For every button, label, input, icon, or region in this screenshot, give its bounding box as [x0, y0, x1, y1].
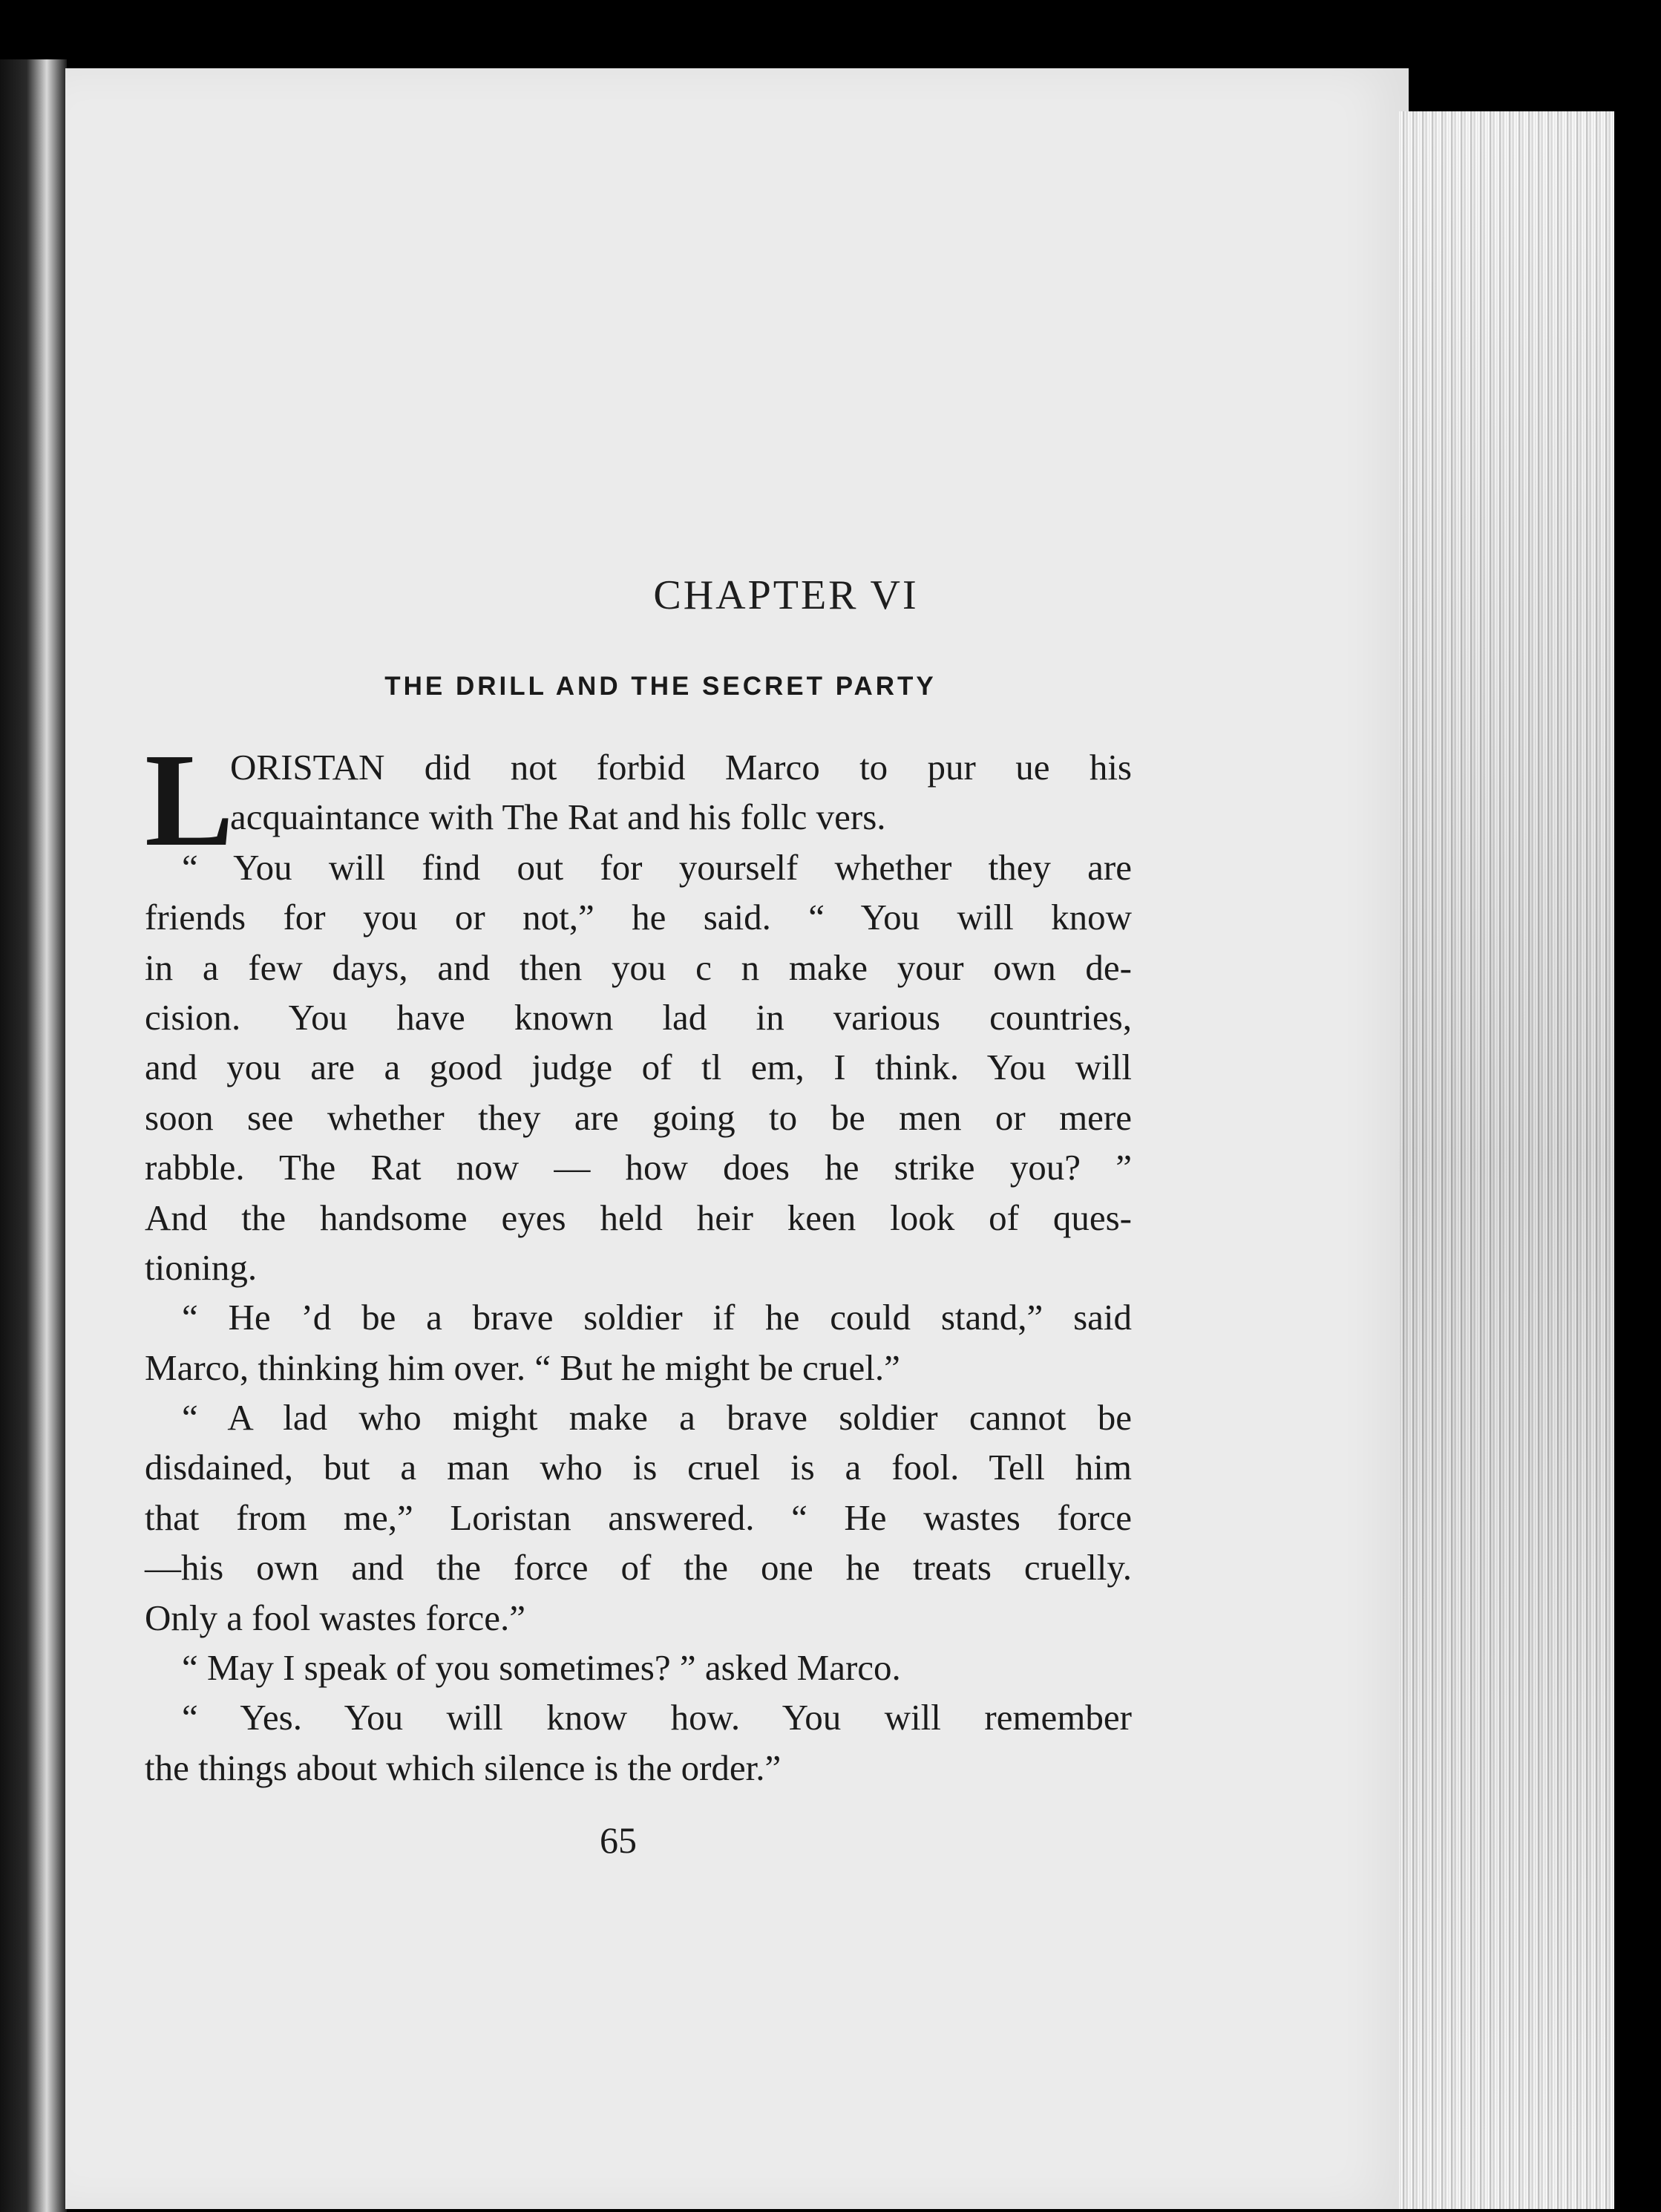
text-line: in a few days, and then you c n make your own de-: [145, 946, 1132, 988]
text-line: and you are a good judge of tl em, I think. You will: [145, 1047, 1132, 1088]
text-line: disdained, but a man who is cruel is a fool. Tell him: [145, 1447, 1132, 1488]
text-line: ORISTAN did not forbid Marco to pur ue his: [230, 747, 1132, 788]
left-page-edge: [0, 59, 67, 2212]
body-text: [145, 726, 1132, 1793]
chapter-title: CHAPTER VI: [653, 572, 919, 618]
text-line: Only a fool wastes force.”: [145, 1597, 525, 1638]
text-line: friends for you or not,” he said. “ You will know: [145, 897, 1132, 938]
text-line: “ May I speak of you sometimes? ” asked Marco.: [182, 1647, 901, 1689]
text-line: rabble. The Rat now — how does he strike you? ”: [145, 1147, 1132, 1188]
text-line: “ You will find out for yourself whether they are: [182, 846, 1132, 888]
book-cover-edge: [1614, 111, 1661, 2209]
page-stack-edges: [1399, 111, 1614, 2209]
text-line: tioning.: [145, 1246, 258, 1288]
text-line: —his own and the force of the one he treats cruelly.: [145, 1547, 1132, 1588]
text-line: soon see whether they are going to be men or mere: [145, 1096, 1132, 1138]
text-line: acquaintance with The Rat and his follc vers.: [230, 796, 886, 838]
chapter-subtitle: THE DRILL AND THE SECRET PARTY: [384, 672, 937, 701]
text-line: that from me,” Loristan answered. “ He wastes force: [145, 1496, 1132, 1538]
text-line: Marco, thinking him over. “ But he might be cruel.”: [145, 1346, 900, 1388]
text-line: “ He ’d be a brave soldier if he could stand,” said: [182, 1297, 1132, 1338]
text-line: cision. You have known lad in various countries,: [145, 996, 1132, 1038]
text-line: And the handsome eyes held heir keen look of ques-: [145, 1197, 1132, 1238]
text-line: “ A lad who might make a brave soldier cannot be: [182, 1397, 1132, 1439]
drop-cap: L: [145, 726, 235, 874]
text-line: “ Yes. You will know how. You will remember: [182, 1697, 1132, 1738]
text-line: the things about which silence is the order.”: [145, 1747, 782, 1788]
page-number: 65: [600, 1819, 637, 1861]
